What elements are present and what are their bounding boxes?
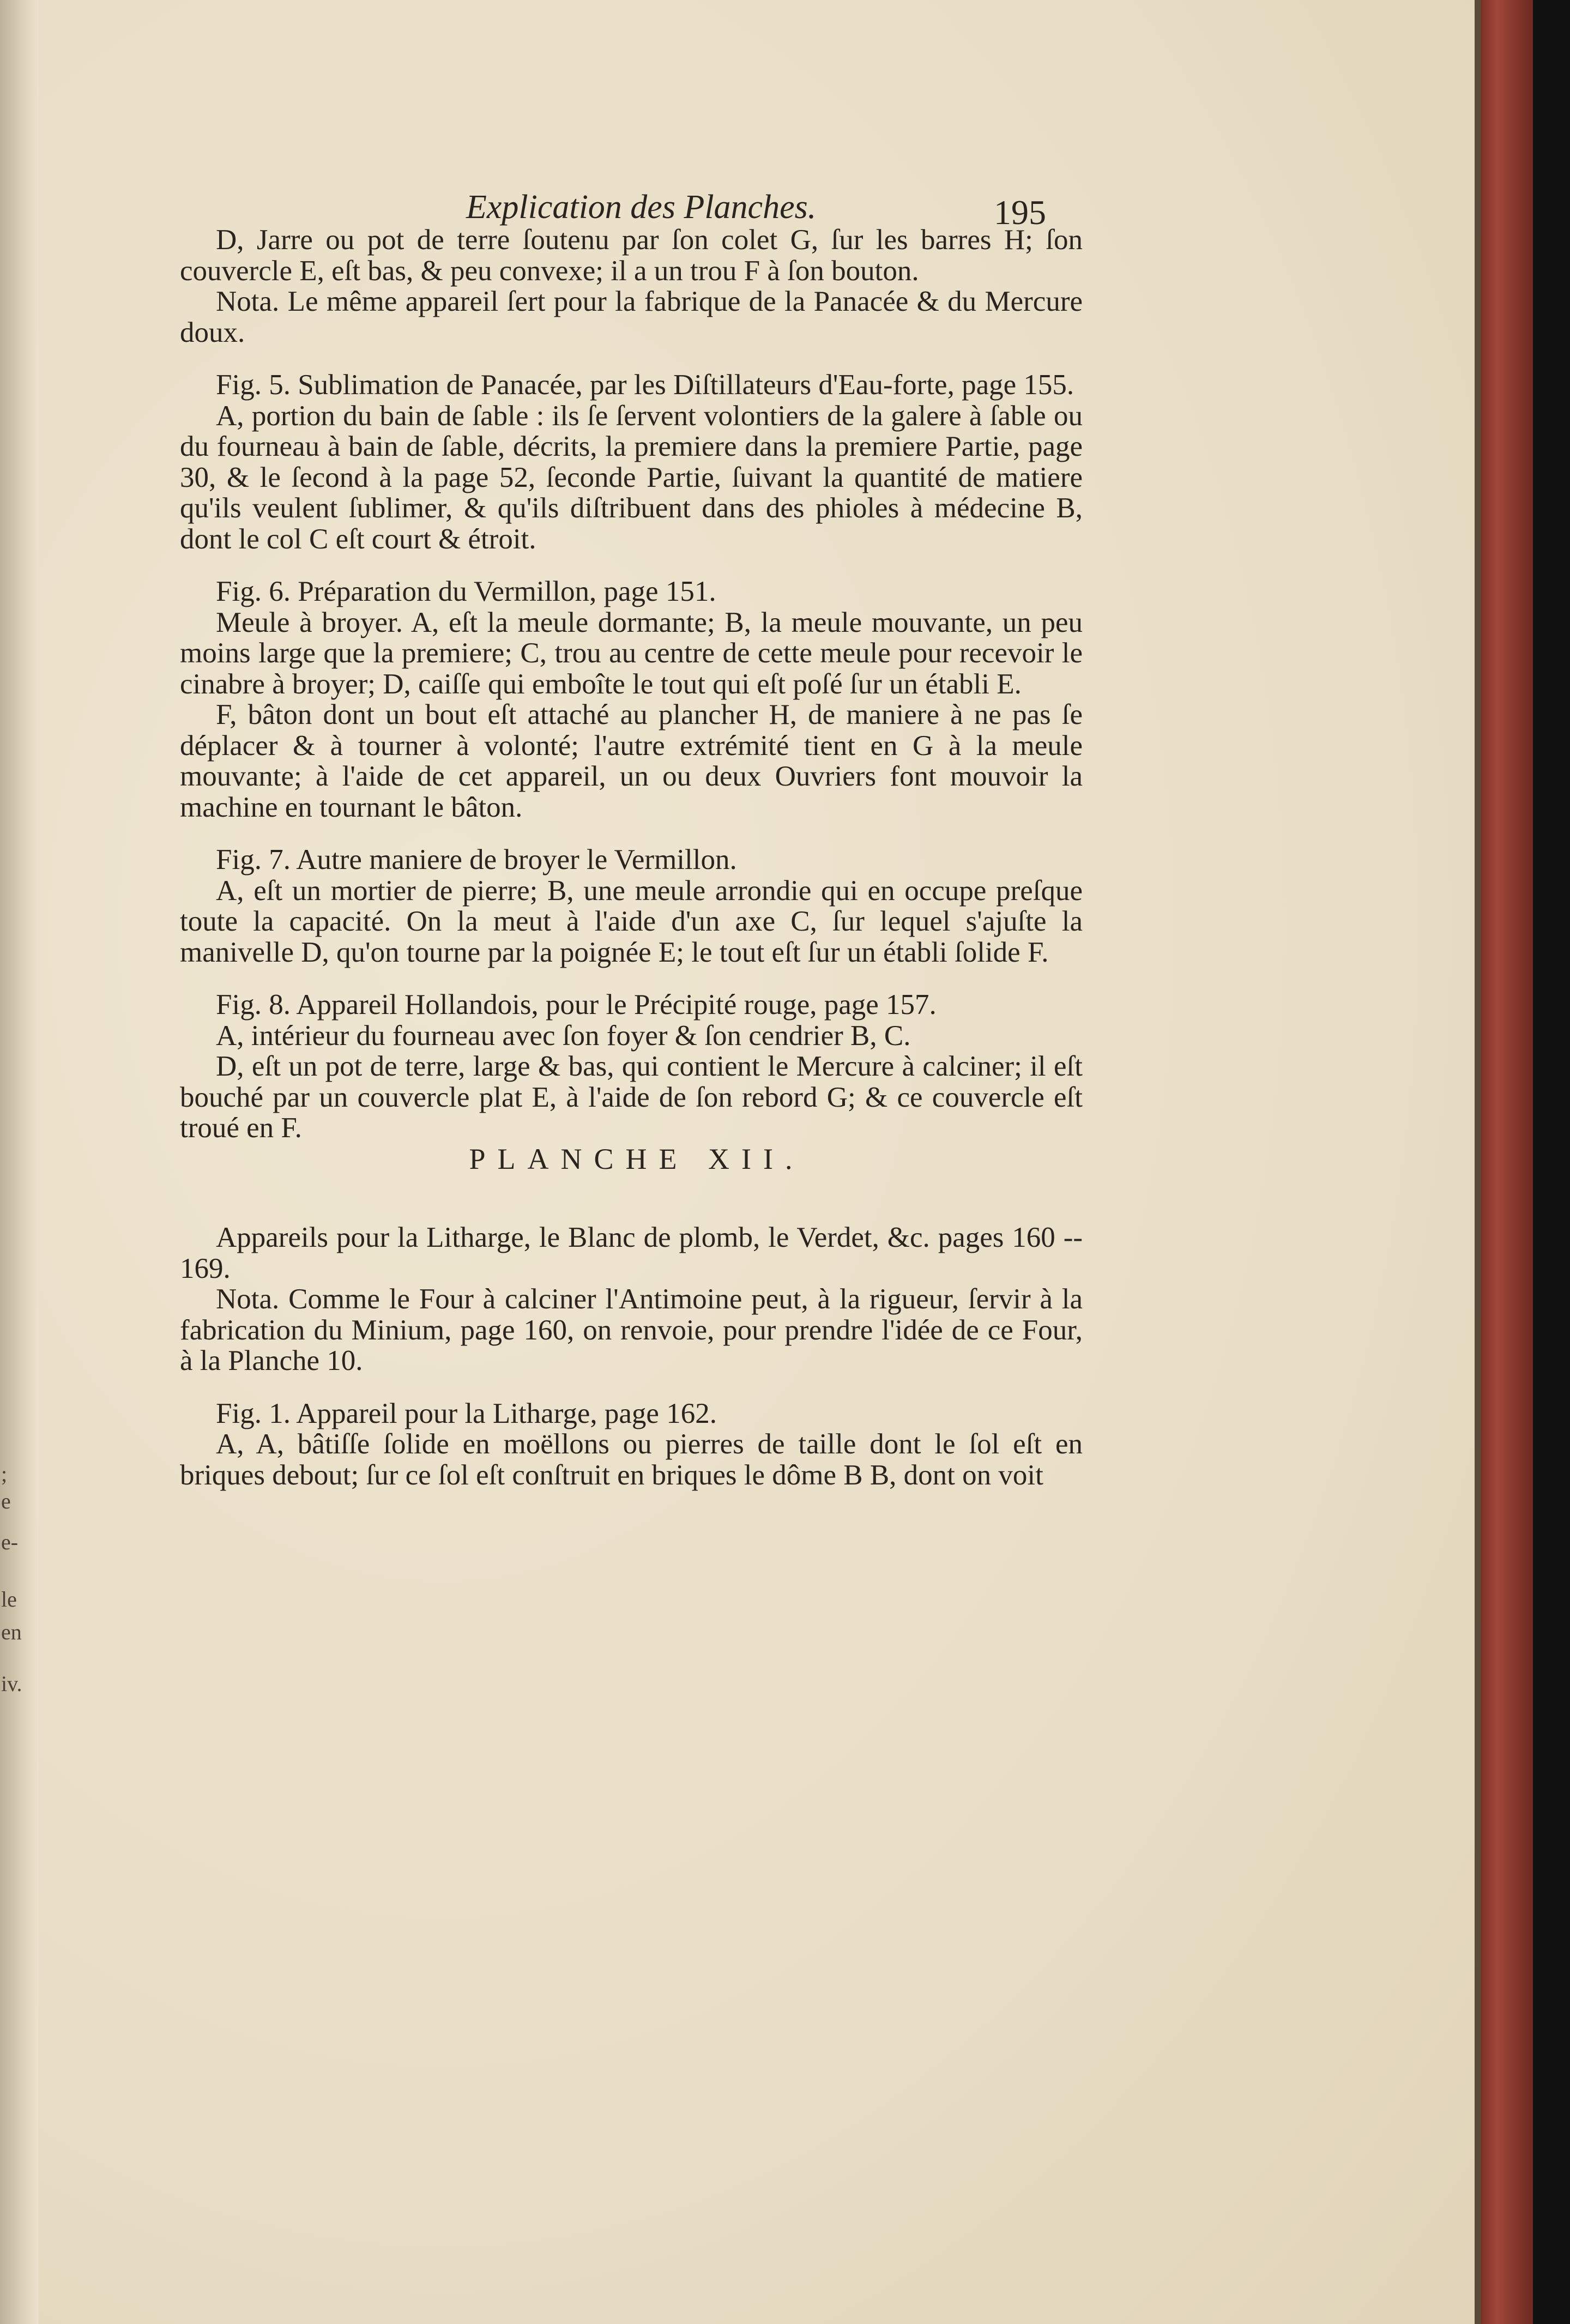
margin-fragment: le — [1, 1587, 17, 1611]
background-edge — [1533, 0, 1570, 2324]
margin-fragment: ; — [1, 1462, 8, 1486]
figure-heading: Fig. 6. Préparation du Vermillon, page 151. — [216, 576, 716, 607]
page-number: 195 — [994, 193, 1046, 232]
running-title: Explication des Planches. — [466, 189, 817, 226]
paragraph: Nota. Comme le Four à calciner l'Antimoine peut, à la rigueur, ſervir à la fabrication du Minium, page 160, on renvoie, pour prendre l'idée de ce Four, à la Planche 10. — [180, 1283, 1083, 1377]
figure-heading: Fig. 8. Appareil Hollandois, pour le Précipité rouge, page 157. — [216, 989, 937, 1021]
paragraph: D, Jarre ou pot de terre ſoutenu par ſon colet G, ſur les barres H; ſon couvercle E, eſt bas, & peu convexe; il a un trou F à ſon bouton. — [180, 224, 1083, 287]
figure-heading: Fig. 7. Autre maniere de broyer le Vermillon. — [216, 844, 737, 876]
red-page-edges — [1481, 0, 1533, 2324]
paragraph: F, bâton dont un bout eſt attaché au plancher H, de maniere à ne pas ſe déplacer & à tourner à volonté; l'autre extrémité tient en G à la meule mouvante; à l'aide de cet appareil, un ou deux Ouvriers font mouvoir la machine en tournant le bâton. — [180, 699, 1083, 823]
page-edge-shadow — [1475, 0, 1481, 2324]
figure-heading: Fig. 5. Sublimation de Panacée, par les Diſtillateurs d'Eau-forte, page 155. — [216, 369, 1074, 401]
page-gutter — [0, 0, 38, 2324]
body-text — [180, 225, 1083, 1490]
margin-fragment: e — [1, 1489, 11, 1513]
facing-page-fragments — [0, 1462, 33, 1908]
paragraph: Appareils pour la Litharge, le Blanc de plomb, le Verdet, &c. pages 160 -- 169. — [180, 1222, 1083, 1284]
paragraph: D, eſt un pot de terre, large & bas, qui contient le Mercure à calciner; il eſt bouché par un couvercle plat E, à l'aide de ſon rebord G; & ce couvercle eſt troué en F. — [180, 1051, 1083, 1144]
plate-title: PLANCHE XII. — [469, 1142, 805, 1175]
paragraph: A, intérieur du fourneau avec ſon foyer & ſon cendrier B, C. — [216, 1019, 911, 1052]
margin-fragment: e- — [1, 1530, 19, 1554]
figure-heading: Fig. 1. Appareil pour la Litharge, page 162. — [216, 1397, 717, 1429]
paragraph: A, eſt un mortier de pierre; B, une meule arrondie qui en occupe preſque toute la capacité. On la meut à l'aide d'un axe C, ſur lequel s'ajuſte la manivelle D, qu'on tourne par la poignée E; le tout eſt ſur un établi ſolide F. — [180, 874, 1083, 968]
paragraph: A, A, bâtiſſe ſolide en moëllons ou pierres de taille dont le ſol eſt en briques debout; ſur ce ſol eſt conſtruit en briques le dôme B B, dont on voit — [180, 1428, 1083, 1491]
margin-fragment: en — [1, 1620, 22, 1644]
margin-fragment: iv. — [1, 1671, 22, 1696]
paragraph: Meule à broyer. A, eſt la meule dormante; B, la meule mouvante, un peu moins large que la premiere; C, trou au centre de cette meule pour recevoir le cinabre à broyer; D, caiſſe qui emboîte le tout qui eſt poſé ſur un établi E. — [180, 606, 1083, 700]
paragraph: A, portion du bain de ſable : ils ſe ſervent volontiers de la galere à ſable ou du fourneau à bain de ſable, décrits, la premiere dans la premiere Partie, page 30, & le ſecond à la page 52, ſeconde Partie, ſuivant la quantité de matiere qu'ils veulent ſublimer, & qu'ils diſtribuent dans des phioles à médecine B, dont le col C eſt court & étroit. — [180, 400, 1083, 555]
paragraph: Nota. Le même appareil ſert pour la fabrique de la Panacée & du Mercure doux. — [180, 286, 1083, 348]
